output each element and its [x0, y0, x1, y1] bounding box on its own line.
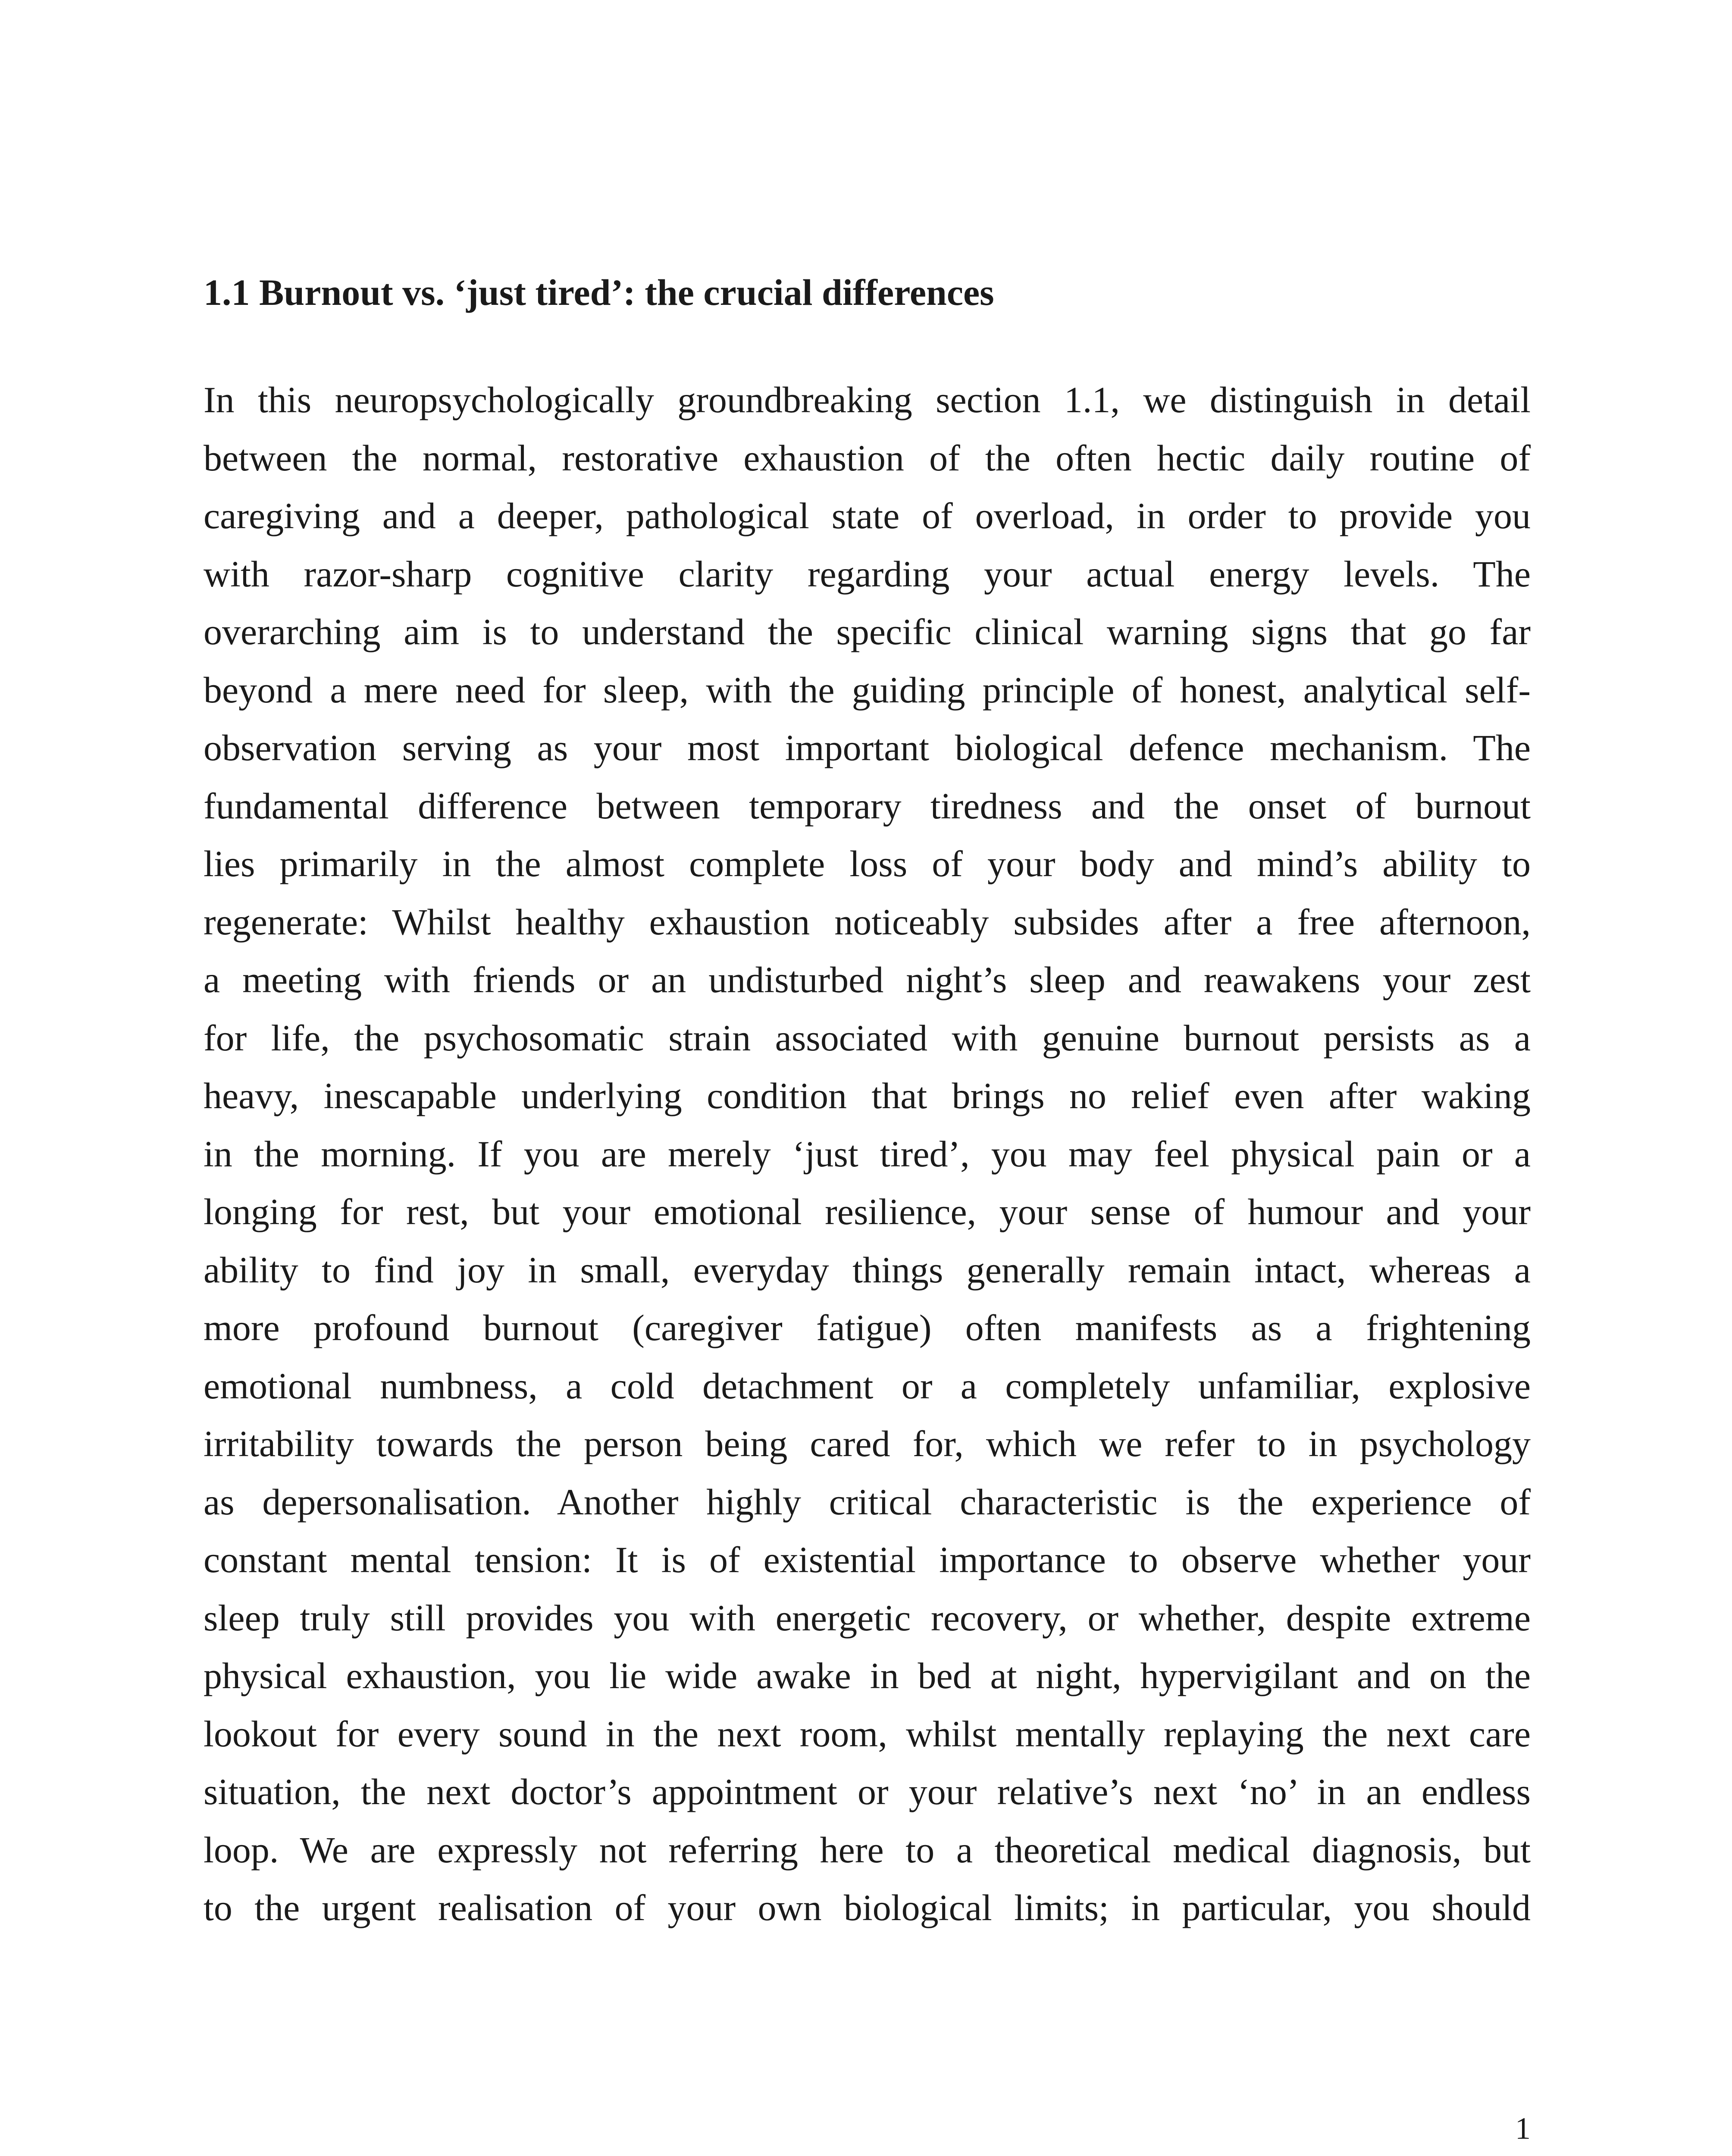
paragraph-line: caregiving and a deeper, pathological state of overload, in order to provide you [204, 495, 1531, 536]
paragraph-line: beyond a mere need for sleep, with the guiding principle of honest, analytical self- [204, 669, 1531, 711]
paragraph-line: regenerate: Whilst healthy exhaustion noticeably subsides after a free afternoon, [204, 901, 1531, 943]
paragraph-line: with razor-sharp cognitive clarity regarding your actual energy levels. The [204, 553, 1531, 595]
paragraph-line: overarching aim is to understand the specific clinical warning signs that go far [204, 611, 1531, 652]
paragraph-line: longing for rest, but your emotional resilience, your sense of humour and your [204, 1191, 1531, 1232]
paragraph-line: lookout for every sound in the next room, whilst mentally replaying the next care [204, 1713, 1531, 1755]
paragraph-line: between the normal, restorative exhaustion of the often hectic daily routine of [204, 437, 1531, 479]
paragraph-line: for life, the psychosomatic strain associated with genuine burnout persists as a [204, 1017, 1531, 1059]
paragraph-line: constant mental tension: It is of existential importance to observe whether your [204, 1539, 1531, 1580]
paragraph-line: loop. We are expressly not referring here to a theoretical medical diagnosis, but [204, 1829, 1531, 1871]
paragraph-line: situation, the next doctor’s appointment or your relative’s next ‘no’ in an endless [204, 1771, 1531, 1812]
paragraph-line: sleep truly still provides you with energetic recovery, or whether, despite extreme [204, 1597, 1531, 1639]
section-heading: 1.1 Burnout vs. ‘just tired’: the crucial differences [204, 272, 994, 313]
paragraph-line: fundamental difference between temporary tiredness and the onset of burnout [204, 785, 1531, 827]
paragraph-line: physical exhaustion, you lie wide awake in bed at night, hypervigilant and on the [204, 1655, 1531, 1696]
paragraph-line: a meeting with friends or an undisturbed night’s sleep and reawakens your zest [204, 959, 1531, 1000]
paragraph-line: In this neuropsychologically groundbreaking section 1.1, we distinguish in detail [204, 379, 1531, 420]
paragraph-line: lies primarily in the almost complete loss of your body and mind’s ability to [204, 843, 1531, 884]
paragraph-line: heavy, inescapable underlying condition that brings no relief even after waking [204, 1075, 1531, 1116]
paragraph-line: as depersonalisation. Another highly critical characteristic is the experience of [204, 1481, 1531, 1523]
paragraph-line: more profound burnout (caregiver fatigue) often manifests as a frightening [204, 1307, 1531, 1348]
paragraph-line: ability to find joy in small, everyday things generally remain intact, whereas a [204, 1249, 1531, 1291]
body-paragraph [204, 371, 1531, 1937]
paragraph-line: to the urgent realisation of your own biological limits; in particular, you should [204, 1887, 1531, 1928]
paragraph-line: emotional numbness, a cold detachment or a completely unfamiliar, explosive [204, 1365, 1531, 1407]
paragraph-line: irritability towards the person being cared for, which we refer to in psychology [204, 1423, 1531, 1464]
paragraph-line: observation serving as your most important biological defence mechanism. The [204, 727, 1531, 768]
paragraph-line: in the morning. If you are merely ‘just tired’, you may feel physical pain or a [204, 1133, 1531, 1175]
page-number: 1 [1515, 2111, 1531, 2146]
